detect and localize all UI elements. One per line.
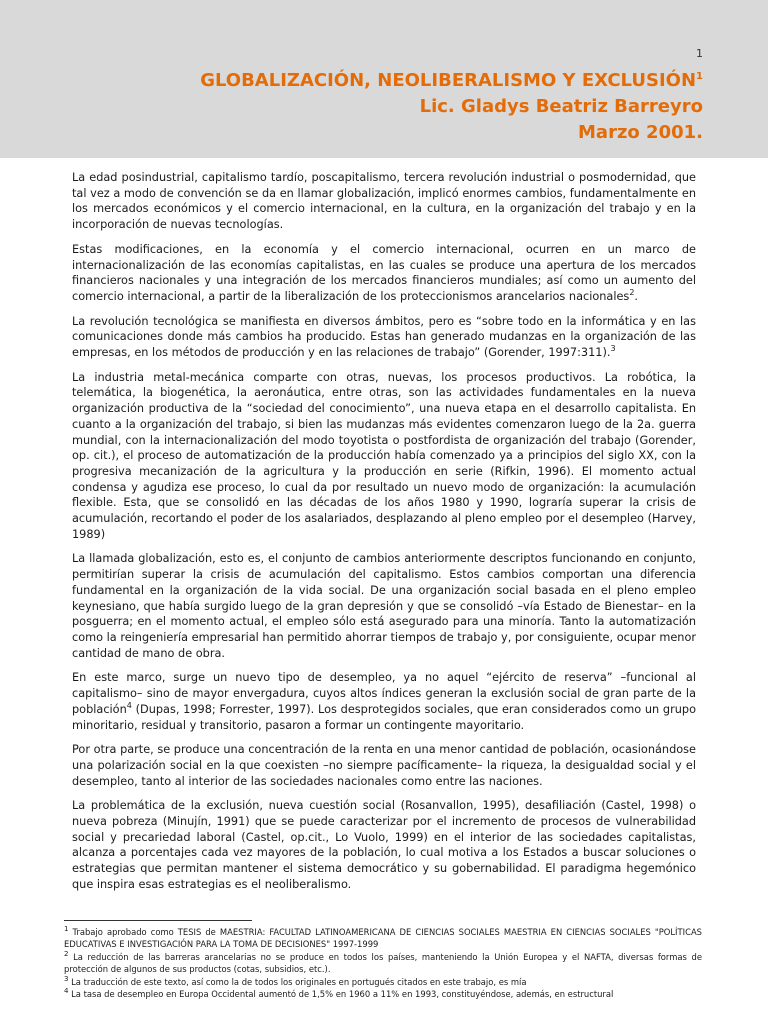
footnote-divider — [64, 920, 252, 921]
author-name: Lic. Gladys Beatriz Barreyro — [419, 96, 703, 117]
title-text: GLOBALIZACIÓN, NEOLIBERALISMO Y EXCLUSIÓN — [200, 70, 697, 91]
paragraph-text: Por otra parte, se produce una concentración de la renta en una menor cantidad de población, ocasionándose una polarización social en la que coexisten –no siempre pacíficamente– la riqueza, la desigualdad social y el desempleo, tanto al interior de las sociedades nacionales como entre las naciones. — [72, 743, 696, 788]
paragraph-text: La industria metal-mecánica comparte con otras, nuevas, los procesos productivos. La robótica, la telemática, la biogenética, la aeronáutica, entre otras, son las actividades fundamentales en la nueva organización productiva de la “sociedad del conocimiento”, una nueva etapa en el desarrollo capitalista. En cuanto a la organización del trabajo, si bien las mudanzas más evidentes comenzaron luego de la 2a. guerra mundial, con la internacionalización del modo toyotista o postfordista de organización del trabajo (Gorender, op. cit.), el proceso de automatización de la producción había comenzado ya a principios del siglo XX, con la progresiva mecanización de la agricultura y la producción en serie (Rifkin, 1996). El momento actual condensa y agudiza ese proceso, lo cual da por resultado un nuevo modo de organización: la acumulación flexible. Esta, que se consolidó en las décadas de los años 1980 y 1990, lograría superar la crisis de acumulación, recortando el poder de los asalariados, desplazando al pleno empleo por el desempleo (Harvey, 1989) — [72, 370, 696, 541]
footnote-mark: 3 — [64, 974, 69, 983]
paragraph — [72, 170, 696, 233]
paragraph-text: La problemática de la exclusión, nueva cuestión social (Rosanvallon, 1995), desafiliación (Castel, 1998) o nueva pobreza (Minujín, 1991) que se puede caracterizar por el incremento de procesos de vulnerabilidad social y precariedad laboral (Castel, op.cit., Lo Vuolo, 1999) en el interior de las sociedades capitalistas, alcanza a porcentajes cada vez mayores de la población, lo cual motiva a los Estados a buscar soluciones o estrategias que permitan mantener el sistema democrático y su gobernabilidad. El paradigma hegemónico que inspira esas estrategias es el neoliberalismo. — [72, 799, 696, 891]
paragraph — [72, 742, 696, 789]
paragraph — [72, 314, 696, 361]
paragraph — [72, 670, 696, 733]
document-date: Marzo 2001. — [578, 122, 703, 143]
paragraph-text: La llamada globalización, esto es, el conjunto de cambios anteriormente descriptos funcionando en conjunto, permitirían superar la crisis de acumulación del capitalismo. Estos cambios comportan una diferencia fundamental en la organización de la vida social. De una organización social basada en el pleno empleo keynesiano, que había surgido luego de la gran depresión y que se consolidó –vía Estado de Bienestar– en la posguerra; en el momento actual, el empleo sólo está asegurado para una minoría. Tanto la automatización como la reingeniería empresarial han permitido ahorrar tiempos de trabajo y, por consiguiente, ocupar menor cantidad de mano de obra. — [72, 552, 696, 660]
title-footnote-ref[interactable]: 1 — [696, 71, 703, 82]
page-number: 1 — [696, 47, 703, 60]
paragraph-text-tail: . — [634, 289, 639, 303]
paragraph — [72, 551, 696, 661]
paragraph-text: Estas modificaciones, en la economía y el comercio internacional, ocurren en un marco de internacionalización de las economías capitalistas, en las cuales se produce una apertura de los mercados financieros nacionales y una integración de los mercados financieros mundiales; así como un aumento del comercio internacional, a partir de la liberalización de los proteccionismos arancelarios nacionales — [72, 242, 696, 303]
footnote — [64, 988, 702, 1000]
paragraph — [72, 242, 696, 305]
document-title — [200, 64, 703, 94]
footnote-mark: 2 — [64, 950, 69, 959]
footnote-ref[interactable]: 2 — [629, 288, 635, 298]
footnote-text: La traducción de este texto, así como la de todos los originales en portugués citados en este trabajo, es mía — [68, 976, 527, 987]
paragraph-text-tail: (Dupas, 1998; Forrester, 1997). Los desprotegidos sociales, que eran considerados como un grupo minoritario, residual y transitorio, pasaron a formar un contingente mayoritario. — [72, 702, 696, 732]
paragraph-text: La revolución tecnológica se manifiesta en diversos ámbitos, pero es “sobre todo en la informática y en las comunicaciones donde más cambios ha producido. Estas han generado mudanzas en la organización de las empresas, en los métodos de producción y en las relaciones de trabajo” (Gorender, 1997:311). — [72, 314, 696, 360]
footnote-ref[interactable]: 4 — [126, 701, 132, 711]
footnote — [64, 976, 702, 988]
footnote-ref[interactable]: 3 — [610, 344, 616, 354]
footnote-mark: 4 — [64, 987, 69, 996]
title-banner — [0, 0, 768, 158]
footnote-text: La reducción de las barreras arancelarias no se produce en todos los países, manteniendo la Unión Europea y el NAFTA, diversas formas de protección de algunos de sus productos (cotas, subsidios, etc.). — [64, 951, 702, 975]
footnote — [64, 926, 702, 951]
footnote-mark: 1 — [64, 925, 69, 934]
paragraph — [72, 798, 696, 892]
paragraph-text: En este marco, surge un nuevo tipo de desempleo, ya no aquel “ejército de reserva” –funcional al capitalismo– sino de mayor envergadura, cuyos altos índices generan la exclusión social de gran parte de la población — [72, 671, 696, 716]
footnote — [64, 951, 702, 976]
footnote-text: La tasa de desempleo en Europa Occidental aumentó de 1,5% en 1960 a 11% en 1993, constituyéndose, además, en estructural — [68, 989, 614, 1000]
paragraph-text: La edad posindustrial, capitalismo tardío, poscapitalismo, tercera revolución industrial o posmodernidad, que tal vez a modo de convención se da en llamar globalización, implicó enormes cambios, fundamentalmente en los mercados económicos y el comercio internacional, en la cultura, en la organización del trabajo y en la incorporación de nuevas tecnologías. — [72, 171, 696, 232]
footnote-text: Trabajo aprobado como TESIS de MAESTRIA: FACULTAD LATINOAMERICANA DE CIENCIAS SOCIALES MAESTRIA EN CIENCIAS SOCIALES "POLÍTICAS EDUCATIVAS E INVESTIGACIÓN PARA LA TOMA DE DECISIONES" 1997-1999 — [64, 927, 702, 950]
paragraph — [72, 370, 696, 543]
footnotes — [64, 926, 702, 1000]
title-block — [200, 64, 703, 146]
body-text — [72, 170, 696, 902]
